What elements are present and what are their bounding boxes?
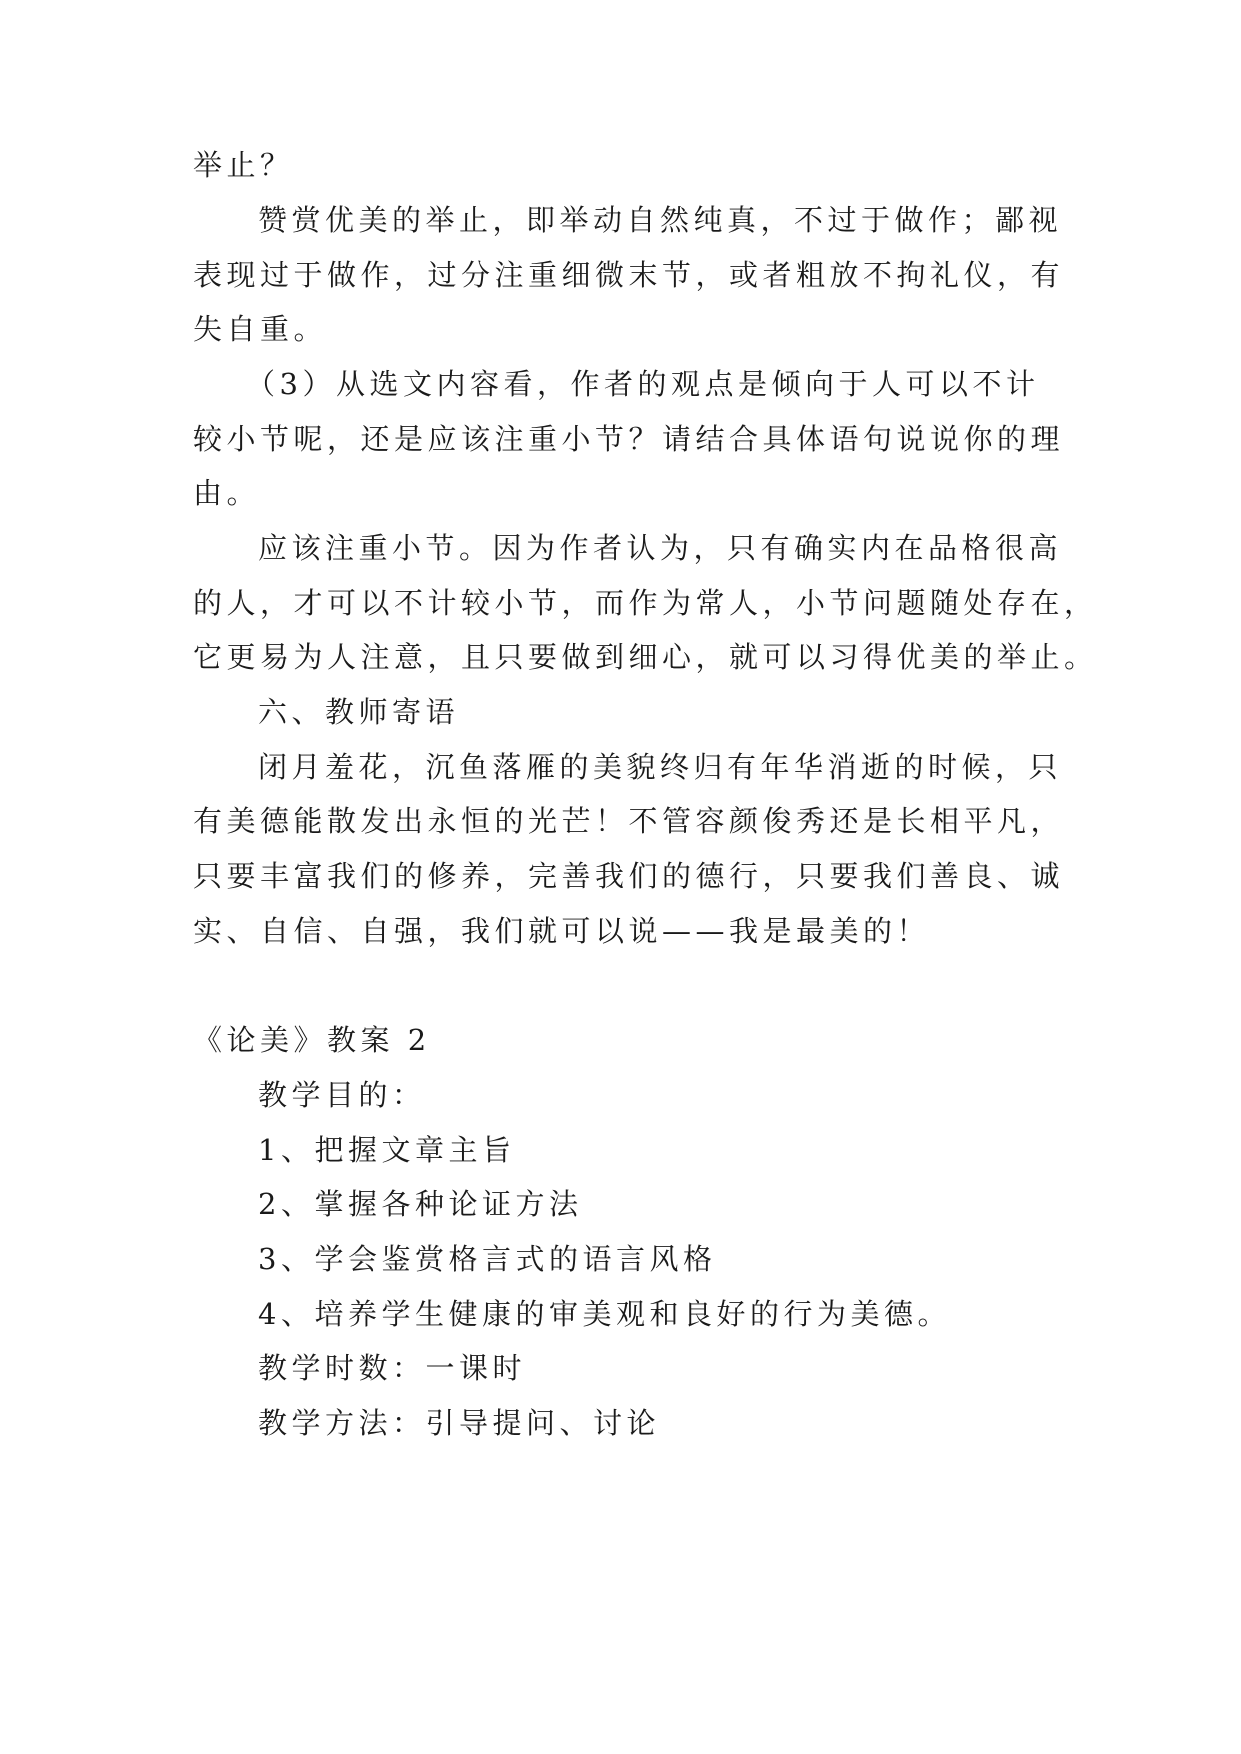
answer3-line: 的人，才可以不计较小节，而作为常人，小节问题随处存在， [193, 586, 1098, 620]
objective-item: 4、培养学生健康的审美观和良好的行为美德。 [258, 1297, 951, 1331]
teacher-message-line: 实、自信、自强，我们就可以说——我是最美的！ [193, 914, 931, 948]
question3-line: 由。 [193, 476, 261, 510]
question3-line: （3）从选文内容看，作者的观点是倾向于人可以不计 [246, 367, 1040, 401]
teacher-message-line: 只要丰富我们的修养，完善我们的德行，只要我们善良、诚 [193, 859, 1065, 893]
objectives-heading: 教学目的： [258, 1078, 426, 1112]
teacher-message-line: 闭月羞花，沉鱼落雁的美貌终归有年华消逝的时候，只 [258, 750, 1063, 784]
answer3-line: 它更易为人注意，且只要做到细心，就可以习得优美的举止。 [193, 640, 1098, 674]
question2-tail: 举止？ [193, 148, 294, 182]
teaching-methods: 教学方法：引导提问、讨论 [258, 1406, 661, 1440]
teacher-message-line: 有美德能散发出永恒的光芒！不管容颜俊秀还是长相平凡， [193, 804, 1065, 838]
lesson-plan-title: 《论美》教案 2 [193, 1023, 431, 1057]
answer2-line: 表现过于做作，过分注重细微末节，或者粗放不拘礼仪，有 [193, 258, 1065, 292]
objective-item: 3、学会鉴赏格言式的语言风格 [258, 1242, 717, 1276]
objective-item: 1、把握文章主旨 [258, 1133, 516, 1167]
question3-line: 较小节呢，还是应该注重小节？请结合具体语句说说你的理 [193, 422, 1065, 456]
answer2-line: 失自重。 [193, 312, 328, 346]
answer2-line: 赞赏优美的举止，即举动自然纯真，不过于做作；鄙视 [258, 203, 1063, 237]
objective-item: 2、掌握各种论证方法 [258, 1187, 583, 1221]
section6-heading: 六、教师寄语 [258, 695, 460, 729]
answer3-line: 应该注重小节。因为作者认为，只有确实内在品格很高 [258, 531, 1063, 565]
class-hours: 教学时数：一课时 [258, 1351, 527, 1385]
